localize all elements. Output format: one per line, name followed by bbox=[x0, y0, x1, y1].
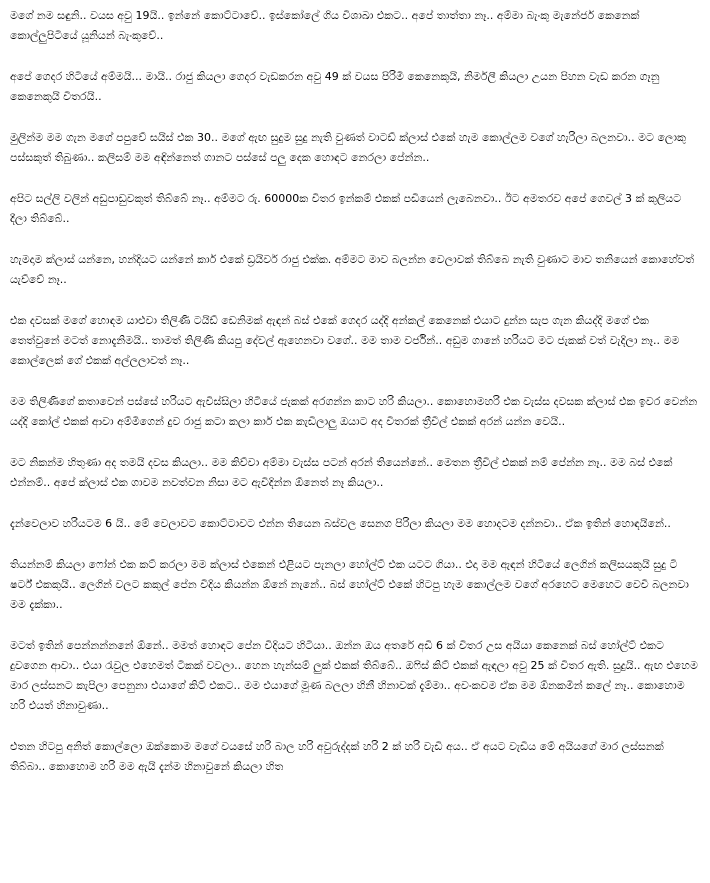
paragraph: අපේ ගෙදර හිටියේ අම්මයි... මායි.. රාජු කියලා ගෙදර වැඩකරන අවු 49 ක් වයස පිරිමි කෙනෙකුයි, නිර්මලී කියලා උයන පිහන වැඩ කරන ගෑනු කෙනෙකුයි විතරයි.. bbox=[10, 70, 660, 103]
paragraph: එතන හිටපු අනිත් කොල්ලො ඔක්කොම මගේ වයසේ හරි බාල හරි අවුරුද්දක් හරි 2 ක් හරි වැඩි අය.. ඒ අයට වැඩිය මේ අයියගේ මාර ලස්සනක් තිබ්බා.. කොහොම හරි මම ඇයි දැන්ම හිනාවුනේ කියලා හිත bbox=[10, 740, 664, 773]
paragraph: අපිට සල්ලි වලින් අඩුපාඩුවකුත් තිබ්බේ නෑ.. අම්මට රු. 60000ක විතර ඉන්කම් එකක් පඩියෙන් ලැබෙනවා.. ඊට අමතරව අපේ ගෙවල් 3 ක් කුලියට දීලා තිබ්බේ.. bbox=[10, 192, 682, 225]
paragraph: මම තිලිණිගේ කතාවෙන් පස්සේ හරියට ඇවිස්සිලා හිටියේ ජැකක් අරගන්න කාට හරි කියලා.. කොහොමහරි එක වැස්ස දවසක ක්ලාස් එක ඉවර වෙන්න යද්දි කෝල් එකක් ආවා අම්මිගෙන් දුව රාජු කටා කලා කාර් එක කැඩිලාලු ඔයාට අද විතරක් ත්‍රීවීල් එකක් අරන් යන්න වෙයි.. bbox=[10, 395, 698, 428]
paragraph: එක දවසක් මගේ හොඳම යාළුවා තිලිණි ටයිඩ් ඩෙනිමක් ඇඳන් බස් එකේ ගෙදර යද්දි අන්කල් කෙනෙක් එයාට දුන්න සැප ගැන කියද්දි මගේ එක තෙත්වුනේ මටත් නොදැනිමයි.. තාමත් තිලිණි කියපු දේවල් ඇහෙනවා වගේ.. මම තාම වර්ජින්.. අඩුම ගානේ හරියට මට ජැකක් වත් වැදිලා නෑ.. මම කොල්ලෙක් ගේ එකක් අල්ලලාවත් නෑ.. bbox=[10, 314, 680, 367]
paragraph: මගේ නම සඳුනි.. වයස අවු 19යි.. ඉන්නේ කොට්ටාවේ.. ඉස්කෝලේ ගිය විශාඛා එකට.. අපේ තාත්තා නෑ.. අම්මා බැංකු මැනේජර් කෙනෙක් කොල්ලුපිටියේ යූනියන් බැංකුවේ.. bbox=[10, 9, 640, 42]
paragraph: මට නිකන්ම හිතුණා අද තමයි දවස කියලා.. මම කිව්වා අම්මා වැස්ස පටන් අරන් තියෙන්නේ.. මෙතන ත්‍රීවිල් එකක් නම් පේන්න නෑ.. මම බස් එකේ එන්නම්.. අපේ ක්ලාස් එක ගාවම නවත්වන නිසා මට ඇවිදින්න ඕනෙත් නෑ කියලා.. bbox=[10, 456, 673, 489]
paragraph: හැමදාම ක්ලාස් යන්නෙ, හන්දියට යන්නේ කාර් එකේ ඩ්‍රයිවර් රාජු එක්ක. අම්මට මාව බලන්න වෙලාවක් තිබ්බෙ නැති වුණාට මාව තනියෙන් කොහේවත් යැව්වේ නෑ.. bbox=[10, 253, 695, 286]
paragraph: මටත් ඉතින් පෙන්නන්නනේ ඕනේ.. මමත් හොඳට පේන විදියට හිටියා.. ඔන්න ඔය අතරේ අඩි 6 ක් විතර උස අයියා කෙනෙක් බස් හෝල්ට් එකට දුවගෙන ආවා.. එයා රැවුල එහෙමත් ටිකක් වවලා.. හෙන හැන්සම් ලුක් එකක් තිබ්බේ.. ඔෆිස් කිට් එකක් ඇඳලා අවු 25 ක් විතර ඇති. සුදුයි.. ඇඟ එහෙම මාර ලස්සනට කැපිලා පෙනුනා එයාගේ කිට් එකට.. මම එයාගේ මූණ බලලා හිනී හිනාවක් දැම්මා.. අවංකවම ඒක මම ඕනකමින් කලේ නෑ.. කොහොම හරි එයත් හිනාවුණා.. bbox=[10, 639, 698, 712]
paragraph: දැන්වෙලාව හරියටම 6 යි.. මේ වෙලාවට කොට්ටාවට එන්න තියෙන බස්වල සෙනග පිරිලා කියලා මම හොදටම දන්නවා.. ඒක ඉතින් හොඳයිනේ.. bbox=[10, 517, 671, 530]
paragraph: තියන්නම් කියලා ෆෝන් එක කට් කරලා මම ක්ලාස් එකෙන් එළියට පැනලා හෝල්ට් එක යටට ගියා.. එදා මම ඇඳන් හිටියේ ලෙගින් කලිසයකුයි සුදු ටී ෂර්ට් එකකුයි.. ලෙගින් වලට කකුල් පේන විදිය කියන්න ඕනේ නැනේ.. බස් හෝල්ට් එකේ හිටපු හැම කොල්ලම වගේ අරහෙට මෙහෙට වෙවී බලනවා මම දැක්කා.. bbox=[10, 558, 689, 611]
paragraph: මුලින්ම මම ගැන මගේ පපුවේ සයිස් එක 30.. මගේ ඇඟ සුදුම සුදු නැති වුණත් වාටඩ් ක්ලාස් එකේ හැම කොල්ලම වගේ හැරිලා බලනවා.. මට ලොකු පස්සකුත් තිබුණා.. කලිසම් මම අඳින්නෙත් ගානට පස්සේ පලු දෙක හොඳට නෙරලා පේන්න.. bbox=[10, 131, 686, 164]
document-body bbox=[10, 6, 700, 777]
